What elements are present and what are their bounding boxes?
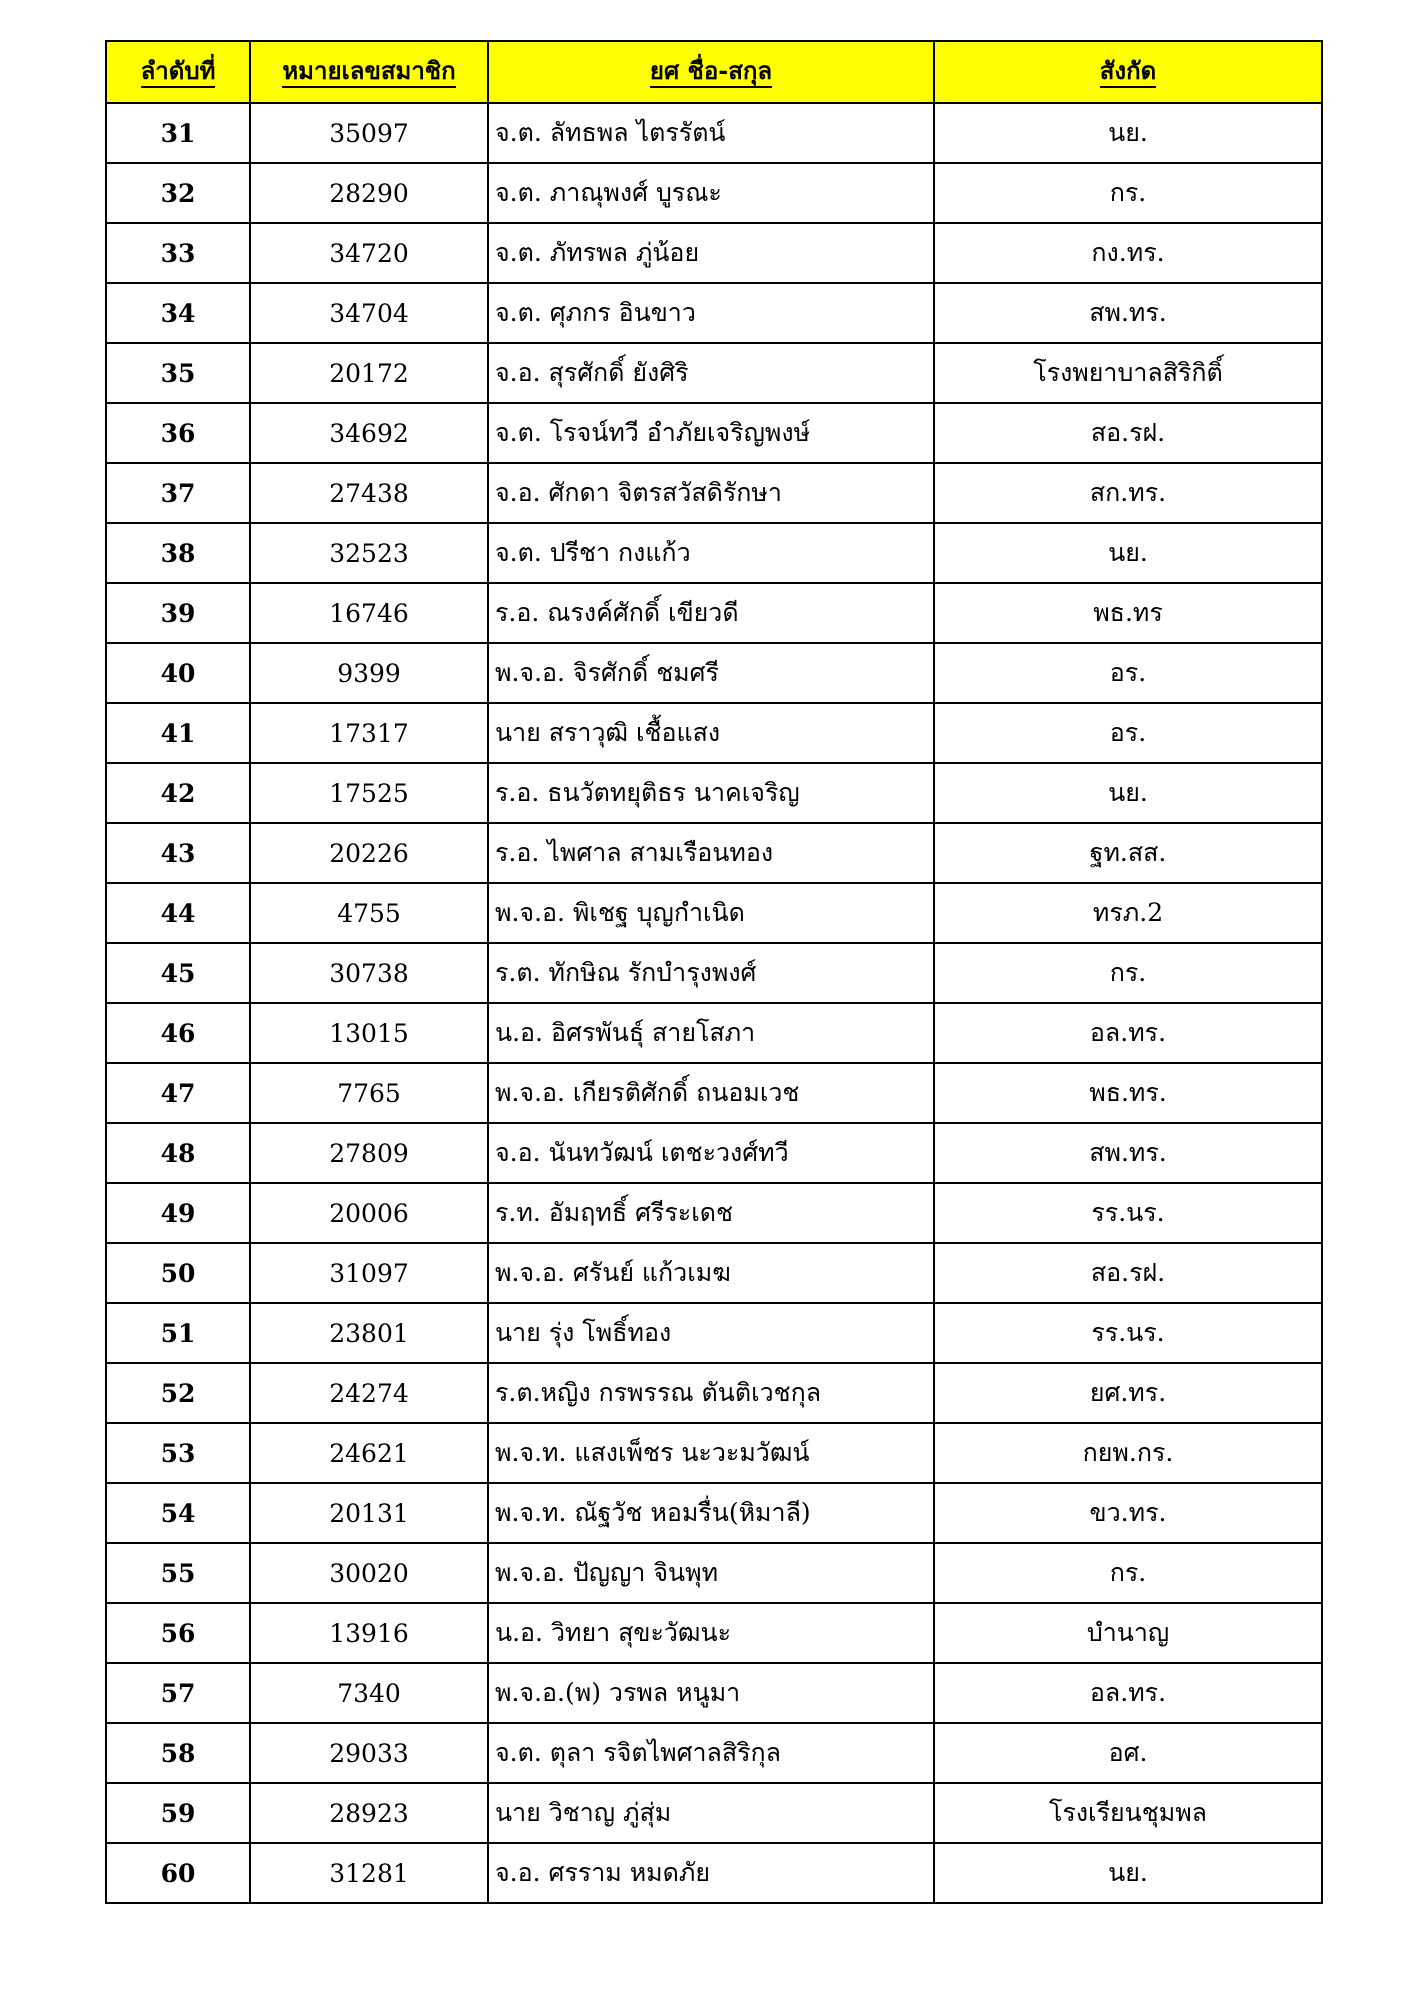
cell-unit: กร. xyxy=(934,943,1322,1003)
cell-unit: พธ.ทร. xyxy=(934,1063,1322,1123)
cell-member-no: 30020 xyxy=(250,1543,488,1603)
table-row xyxy=(106,823,1322,883)
cell-member-no: 7340 xyxy=(250,1663,488,1723)
cell-order: 38 xyxy=(106,523,250,583)
cell-unit: สพ.ทร. xyxy=(934,283,1322,343)
cell-member-no: 24274 xyxy=(250,1363,488,1423)
cell-name: จ.ต. ศุภกร อินขาว xyxy=(488,283,934,343)
cell-order: 49 xyxy=(106,1183,250,1243)
cell-name: จ.ต. ลัทธพล ไตรรัตน์ xyxy=(488,103,934,163)
cell-name: จ.อ. นันทวัฒน์ เตชะวงศ์ทวี xyxy=(488,1123,934,1183)
cell-order: 31 xyxy=(106,103,250,163)
cell-member-no: 28923 xyxy=(250,1783,488,1843)
cell-order: 51 xyxy=(106,1303,250,1363)
cell-name: ร.อ. ไพศาล สามเรือนทอง xyxy=(488,823,934,883)
cell-unit: บำนาญ xyxy=(934,1603,1322,1663)
cell-unit: กร. xyxy=(934,163,1322,223)
cell-unit: สพ.ทร. xyxy=(934,1123,1322,1183)
cell-unit: อล.ทร. xyxy=(934,1003,1322,1063)
cell-unit: อล.ทร. xyxy=(934,1663,1322,1723)
cell-name: พ.จ.ท. แสงเพ็ชร นะวะมวัฒน์ xyxy=(488,1423,934,1483)
cell-member-no: 29033 xyxy=(250,1723,488,1783)
table-row xyxy=(106,703,1322,763)
table-row xyxy=(106,103,1322,163)
table-row xyxy=(106,1363,1322,1423)
cell-member-no: 13015 xyxy=(250,1003,488,1063)
cell-member-no: 23801 xyxy=(250,1303,488,1363)
cell-order: 58 xyxy=(106,1723,250,1783)
table-row xyxy=(106,1723,1322,1783)
header-member-no: หมายเลขสมาชิก xyxy=(250,41,488,103)
cell-order: 54 xyxy=(106,1483,250,1543)
table-row xyxy=(106,1663,1322,1723)
cell-member-no: 27438 xyxy=(250,463,488,523)
cell-unit: ขว.ทร. xyxy=(934,1483,1322,1543)
cell-member-no: 16746 xyxy=(250,583,488,643)
cell-order: 52 xyxy=(106,1363,250,1423)
cell-name: นาย รุ่ง โพธิ์ทอง xyxy=(488,1303,934,1363)
cell-order: 55 xyxy=(106,1543,250,1603)
cell-member-no: 32523 xyxy=(250,523,488,583)
cell-unit: พธ.ทร xyxy=(934,583,1322,643)
cell-unit: นย. xyxy=(934,1843,1322,1903)
cell-unit: สอ.รฝ. xyxy=(934,403,1322,463)
cell-unit: ทรภ.2 xyxy=(934,883,1322,943)
cell-order: 40 xyxy=(106,643,250,703)
cell-unit: รร.นร. xyxy=(934,1183,1322,1243)
cell-name: จ.อ. สุรศักดิ์ ยังศิริ xyxy=(488,343,934,403)
cell-name: พ.จ.อ. พิเชฐ บุญกำเนิด xyxy=(488,883,934,943)
table-row xyxy=(106,523,1322,583)
cell-order: 34 xyxy=(106,283,250,343)
cell-order: 39 xyxy=(106,583,250,643)
table-row xyxy=(106,223,1322,283)
table-row xyxy=(106,343,1322,403)
table-row xyxy=(106,1603,1322,1663)
cell-name: พ.จ.ท. ณัฐวัช หอมรื่น(หิมาลี) xyxy=(488,1483,934,1543)
cell-member-no: 31097 xyxy=(250,1243,488,1303)
cell-order: 53 xyxy=(106,1423,250,1483)
table-row xyxy=(106,1123,1322,1183)
cell-order: 42 xyxy=(106,763,250,823)
cell-unit: รร.นร. xyxy=(934,1303,1322,1363)
cell-member-no: 9399 xyxy=(250,643,488,703)
cell-unit: อร. xyxy=(934,643,1322,703)
cell-name: น.อ. วิทยา สุขะวัฒนะ xyxy=(488,1603,934,1663)
cell-member-no: 20226 xyxy=(250,823,488,883)
cell-name: จ.อ. ศักดา จิตรสวัสดิรักษา xyxy=(488,463,934,523)
cell-member-no: 7765 xyxy=(250,1063,488,1123)
table-row xyxy=(106,1843,1322,1903)
cell-unit: อศ. xyxy=(934,1723,1322,1783)
cell-name: พ.จ.อ. จิรศักดิ์ ชมศรี xyxy=(488,643,934,703)
cell-order: 36 xyxy=(106,403,250,463)
cell-name: จ.ต. ตุลา รจิตไพศาลสิริกุล xyxy=(488,1723,934,1783)
cell-name: ร.อ. ธนวัตทยุติธร นาคเจริญ xyxy=(488,763,934,823)
cell-member-no: 17317 xyxy=(250,703,488,763)
cell-member-no: 34720 xyxy=(250,223,488,283)
cell-member-no: 34692 xyxy=(250,403,488,463)
cell-unit: นย. xyxy=(934,763,1322,823)
cell-member-no: 17525 xyxy=(250,763,488,823)
cell-member-no: 34704 xyxy=(250,283,488,343)
table-row xyxy=(106,163,1322,223)
cell-order: 48 xyxy=(106,1123,250,1183)
table-header xyxy=(106,41,1322,103)
table-row xyxy=(106,763,1322,823)
header-order: ลำดับที่ xyxy=(106,41,250,103)
table-row xyxy=(106,283,1322,343)
table-row xyxy=(106,1423,1322,1483)
cell-order: 32 xyxy=(106,163,250,223)
cell-member-no: 28290 xyxy=(250,163,488,223)
cell-name: น.อ. อิศรพันธุ์ สายโสภา xyxy=(488,1003,934,1063)
cell-unit: โรงเรียนชุมพล xyxy=(934,1783,1322,1843)
cell-order: 35 xyxy=(106,343,250,403)
cell-name: จ.อ. ศรราม หมดภัย xyxy=(488,1843,934,1903)
cell-member-no: 13916 xyxy=(250,1603,488,1663)
cell-unit: นย. xyxy=(934,103,1322,163)
table-row xyxy=(106,1063,1322,1123)
table-row xyxy=(106,1543,1322,1603)
cell-unit: สก.ทร. xyxy=(934,463,1322,523)
cell-unit: สอ.รฝ. xyxy=(934,1243,1322,1303)
cell-order: 56 xyxy=(106,1603,250,1663)
table-row xyxy=(106,643,1322,703)
cell-member-no: 24621 xyxy=(250,1423,488,1483)
table-row xyxy=(106,943,1322,1003)
cell-unit: โรงพยาบาลสิริกิติ์ xyxy=(934,343,1322,403)
cell-member-no: 31281 xyxy=(250,1843,488,1903)
cell-name: จ.ต. โรจน์ทวี อำภัยเจริญพงษ์ xyxy=(488,403,934,463)
cell-name: ร.อ. ณรงค์ศักดิ์ เขียวดี xyxy=(488,583,934,643)
cell-order: 41 xyxy=(106,703,250,763)
cell-name: จ.ต. ปรีชา กงแก้ว xyxy=(488,523,934,583)
cell-order: 57 xyxy=(106,1663,250,1723)
table-row xyxy=(106,883,1322,943)
cell-name: พ.จ.อ.(พ) วรพล หนูมา xyxy=(488,1663,934,1723)
cell-member-no: 30738 xyxy=(250,943,488,1003)
cell-name: พ.จ.อ. เกียรติศักดิ์ ถนอมเวช xyxy=(488,1063,934,1123)
cell-unit: อร. xyxy=(934,703,1322,763)
cell-name: พ.จ.อ. ปัญญา จินพุท xyxy=(488,1543,934,1603)
cell-unit: ฐท.สส. xyxy=(934,823,1322,883)
cell-order: 46 xyxy=(106,1003,250,1063)
cell-name: นาย วิชาญ ภู่สุ่ม xyxy=(488,1783,934,1843)
header-unit: สังกัด xyxy=(934,41,1322,103)
cell-unit: กยพ.กร. xyxy=(934,1423,1322,1483)
table-body xyxy=(106,103,1322,1903)
cell-unit: กง.ทร. xyxy=(934,223,1322,283)
cell-member-no: 20006 xyxy=(250,1183,488,1243)
cell-name: นาย สราวุฒิ เชื้อแสง xyxy=(488,703,934,763)
cell-order: 60 xyxy=(106,1843,250,1903)
cell-unit: กร. xyxy=(934,1543,1322,1603)
header-name: ยศ ชื่อ-สกุล xyxy=(488,41,934,103)
cell-order: 59 xyxy=(106,1783,250,1843)
table-row xyxy=(106,1303,1322,1363)
cell-name: พ.จ.อ. ศรันย์ แก้วเมฆ xyxy=(488,1243,934,1303)
cell-member-no: 4755 xyxy=(250,883,488,943)
cell-name: ร.ต. ทักษิณ รักบำรุงพงศ์ xyxy=(488,943,934,1003)
member-table xyxy=(105,40,1323,1904)
cell-name: ร.ต.หญิง กรพรรณ ตันติเวชกุล xyxy=(488,1363,934,1423)
cell-order: 43 xyxy=(106,823,250,883)
cell-name: จ.ต. ภัทรพล ภู่น้อย xyxy=(488,223,934,283)
cell-unit: ยศ.ทร. xyxy=(934,1363,1322,1423)
cell-order: 45 xyxy=(106,943,250,1003)
cell-member-no: 20131 xyxy=(250,1483,488,1543)
cell-member-no: 27809 xyxy=(250,1123,488,1183)
header-row xyxy=(106,41,1322,103)
table-row xyxy=(106,463,1322,523)
cell-member-no: 35097 xyxy=(250,103,488,163)
table-row xyxy=(106,583,1322,643)
table-row xyxy=(106,1183,1322,1243)
cell-order: 50 xyxy=(106,1243,250,1303)
cell-order: 44 xyxy=(106,883,250,943)
cell-name: จ.ต. ภาณุพงศ์ บูรณะ xyxy=(488,163,934,223)
cell-order: 47 xyxy=(106,1063,250,1123)
cell-member-no: 20172 xyxy=(250,343,488,403)
cell-name: ร.ท. อัมฤทธิ์ ศรีระเดช xyxy=(488,1183,934,1243)
cell-order: 33 xyxy=(106,223,250,283)
table-row xyxy=(106,1003,1322,1063)
table-row xyxy=(106,1483,1322,1543)
table-row xyxy=(106,1783,1322,1843)
cell-unit: นย. xyxy=(934,523,1322,583)
cell-order: 37 xyxy=(106,463,250,523)
table-row xyxy=(106,1243,1322,1303)
table-row xyxy=(106,403,1322,463)
